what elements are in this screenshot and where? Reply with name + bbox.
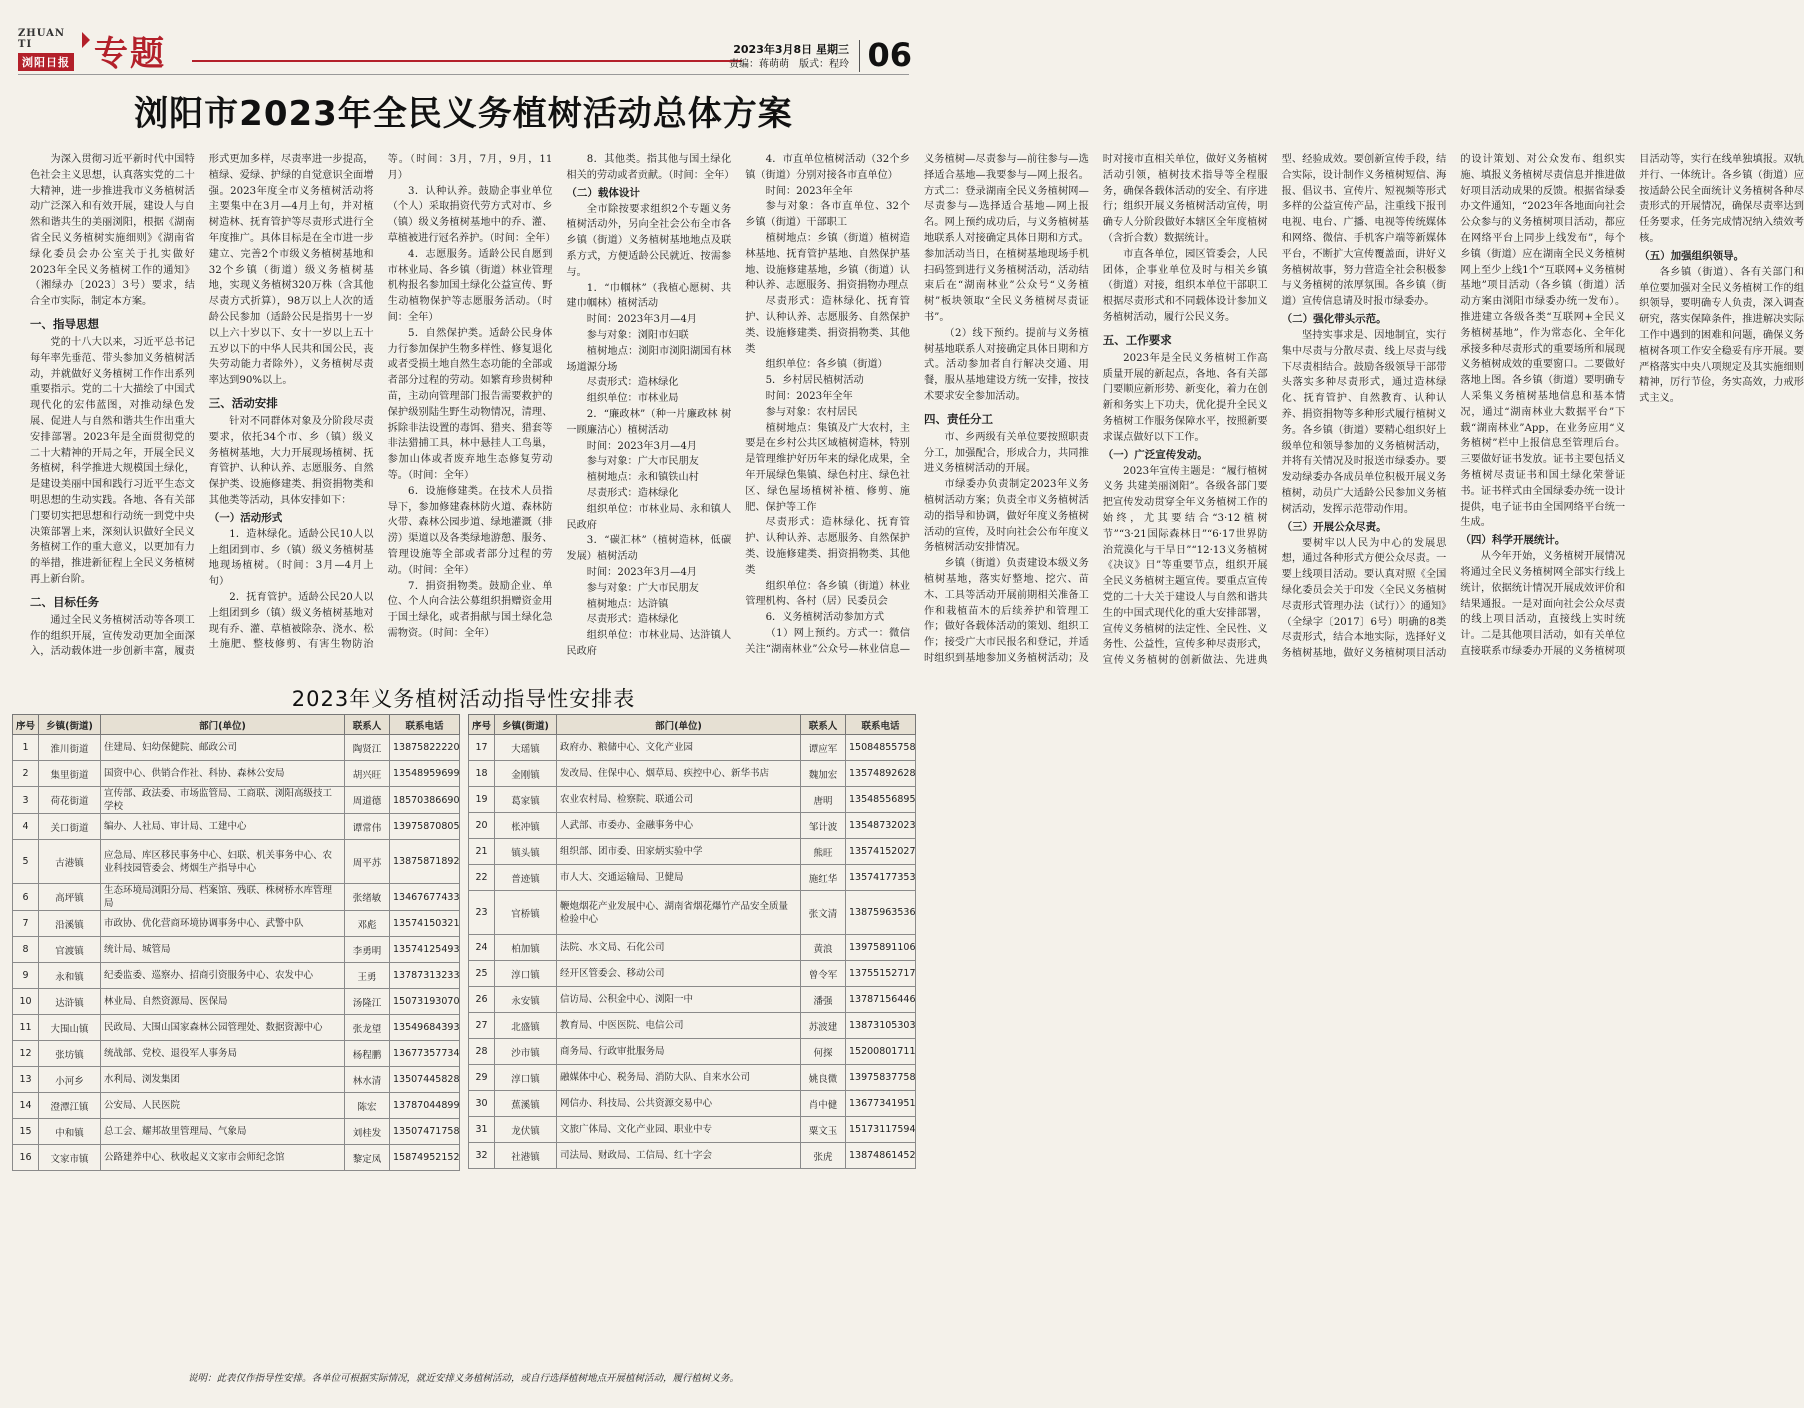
cell-index: 10 [13, 989, 39, 1015]
cell-contact: 周道德 [345, 787, 390, 814]
cell-phone: 13787044899 [390, 1093, 460, 1119]
article-paragraph: 通过全民义务植树活动等各项工作的组织开展，宣传发动更加全面深入，活动载体进一步创新丰富，履责形式更加多样，尽责率进一步提高，植绿、爱绿、护绿的自觉意识全面增强。2023年度全市义务植树活动将主要集中在3月—4月上旬，并对植树造林、抚育管护等尽责形式进行全年度推广。具体目标是在全市进一步建立、完善2个市级义务植树基地和32个乡镇（街道）级义务植树基地，实现义务植树320万株（含其他尽责方式折算），98万以上人次的适龄公民参加（适龄公民是指男十一岁以上六十岁以下、女十一岁以上五十五岁以下的中华人民共和国公民，丧失劳动能力者除外），义务植树尽责率达到90%以上。 [30, 154, 374, 658]
issue-meta [729, 42, 849, 72]
cell-town: 沙市镇 [495, 1039, 557, 1065]
cell-index: 13 [13, 1067, 39, 1093]
cell-contact: 施红华 [801, 865, 846, 891]
page-number: 06 [867, 36, 912, 74]
cell-town: 沿溪镇 [39, 911, 101, 937]
cell-phone: 18570386690 [390, 787, 460, 814]
article-paragraph: 党的十八大以来，习近平总书记每年率先垂范、带头参加义务植树活动，并就做好义务植树工作作出系列重要指示。党的二十大描绘了中国式现代化的宏伟蓝图，对推动绿色发展、促进人与自然和谐共生作出重大安排部署。2023年是全面贯彻党的二十大精神的开局之年，开展全民义务植树，科学推进大规模国土绿化，是建设美丽中国和践行习近平生态文明思想的生动实践。各地、各有关部门要切实把思想和行动统一到党中央决策部署上来，深刻认识做好全民义务植树工作的重大意义，以更加有力的举措，推进新征程上全民义务植树再上新台阶。 [30, 336, 195, 585]
cell-phone: 13875871892 [390, 840, 460, 884]
cell-contact: 汤隆江 [345, 989, 390, 1015]
cell-departments: 网信办、科技局、公共资源交易中心 [557, 1091, 801, 1117]
cell-contact: 何探 [801, 1039, 846, 1065]
cell-index: 6 [13, 884, 39, 911]
article-paragraph: 针对不同群体对象及分阶段尽责要求，依托34个市、乡（镇）级义务植树基地，大力开展现场植树、抚育管护、认种认养、志愿服务、自然保护类、设施修建类、捐资捐物类和其他类等活动，具体安排如下： [208, 415, 374, 506]
cell-phone: 13574150321 [390, 911, 460, 937]
cell-contact: 曾令军 [801, 961, 846, 987]
cell-town: 普迹镇 [495, 865, 557, 891]
table-header-row [469, 715, 916, 735]
table-row [13, 963, 460, 989]
cell-phone: 15173117594 [846, 1117, 916, 1143]
cell-index: 11 [13, 1015, 39, 1041]
cell-phone: 13875822220 [390, 735, 460, 761]
table-row [13, 787, 460, 814]
article-paragraph: 组织单位：市林业局、永和镇人民政府 [566, 503, 732, 531]
cell-contact: 胡兴旺 [345, 761, 390, 787]
article-body [30, 152, 1804, 672]
cell-phone: 13787313233 [390, 963, 460, 989]
cell-town: 集里街道 [39, 761, 101, 787]
section-pinyin: ZHUAN TI [18, 28, 66, 50]
cell-town: 龙伏镇 [495, 1117, 557, 1143]
cell-phone: 13677357734 [390, 1041, 460, 1067]
cell-index: 8 [13, 937, 39, 963]
article-paragraph: 组织单位：各乡镇（街道）林业管理机构、各村（居）民委员会 [745, 580, 910, 608]
article-paragraph: 4．志愿服务。适龄公民自愿到市林业局、各乡镇（街道）林业管理机构报名参加国土绿化公益宣传、野生动植物保护等志愿服务活动。（时间：全年） [387, 248, 553, 323]
cell-departments: 文旅广体局、文化产业园、职业中专 [557, 1117, 801, 1143]
cell-contact: 邹计波 [801, 813, 846, 839]
cell-contact: 刘桂发 [345, 1119, 390, 1145]
cell-departments: 农业农村局、检察院、联通公司 [557, 787, 801, 813]
cell-phone: 15874952152 [390, 1145, 460, 1171]
table-row [13, 911, 460, 937]
table-header-row [13, 715, 460, 735]
cell-departments: 水利局、浏发集团 [101, 1067, 345, 1093]
article-paragraph: 5．自然保护类。适龄公民身体力行参加保护生物多样性、修复退化或者受损土地自然生态功能的全部或者部分过程的劳动。如繁育珍贵树种苗，主动向管理部门报告需要救护的保护级别陆生野生动物情况，清理、拆除非法设置的毒饵、猎夹、猎套等非法猎捕工具，林中悬挂人工鸟巢，参加山体或者废弃地生态修复劳动等。（时间：全年） [387, 327, 553, 481]
table-note: 说明：此表仅作指导性安排。各单位可根据实际情况，就近安排义务植树活动，或自行选择植树地点开展植树活动，履行植树义务。 [187, 1373, 739, 1384]
cell-town: 镇头镇 [495, 839, 557, 865]
article-paragraph: 时间：2023年3月—4月 [586, 314, 697, 326]
newspaper-seal: 浏阳日报 [18, 53, 74, 71]
cell-phone: 13574892628 [846, 761, 916, 787]
article-paragraph: 从今年开始，义务植树开展情况将通过全民义务植树网全部实行线上统计，依据统计情况开展成效评价和结果通报。一是对面向社会公众尽责的线上项目活动，直接线上实时统计。二是其他项目活动，如有关单位直接联系市绿委办开展的义务植树项目活动等，实行在线单独填报。双轨并行、一体统计。各乡镇（街道）应按适龄公民全面统计义务植树各种尽责形式的开展情况，确保尽责率达到任务要求，任务完成情况纳入绩效考核。 [1460, 154, 1804, 657]
article-paragraph: （2）线下预约。提前与义务植树基地联系人对接确定具体日期和方式。活动参加者自行解决交通、用餐，服从基地建设方统一安排，按技术要求安全参加活动。 [923, 327, 1089, 402]
article-paragraph: 市、乡两级有关单位要按照职责分工，加强配合，形成合力，共同推进义务植树活动的开展。 [923, 431, 1089, 475]
article-paragraph: 植树地点：集镇及广大农村，主要是在乡村公共区域植树造林，特别是管理维护好历年来的绿化成果，全年开展绿色集镇、绿色村庄、绿色社区、绿色屋场植树补植、修剪、施肥、保护等工作 [745, 422, 910, 513]
masthead-separator [859, 40, 860, 72]
cell-town: 淮川街道 [39, 735, 101, 761]
cell-town: 官渡镇 [39, 937, 101, 963]
table-row [469, 987, 916, 1013]
cell-index: 17 [469, 735, 495, 761]
cell-town: 枨冲镇 [495, 813, 557, 839]
cell-town: 社港镇 [495, 1143, 557, 1169]
table-row [469, 865, 916, 891]
article-paragraph: 组织单位：市林业局 [586, 393, 679, 405]
cell-town: 官桥镇 [495, 891, 557, 935]
section-heading: 四、责任分工 [923, 411, 993, 426]
article-paragraph: 要树牢以人民为中心的发展思想，通过各种形式方便公众尽责。一要上线项目活动。要认真对照《全国绿化委员会关于印发〈全民义务植树尽责形式管理办法（试行）〉的通知》（全绿字〔2017〕6号）明确的8类尽责形式，结合本地实际，选择好义务植树基地，做好义务植树项目活动的设计策划、对公众发布、组织实施、填报义务植树尽责信息并推进做好项目活动成果的反馈。根据省绿委办文件通知，“2023年各地面向社会公众参与的义务植树项目活动，都应在网络平台上同步上线发布”，每个乡镇（街道）应在湖南全民义务植树网上至少上线1个“互联网+义务植树基地”项目活动（各乡镇（街道）活动方案由浏阳市绿委办统一发布）。推进建立各级各类“互联网+全民义务植树基地”，作为常态化、全年化承接多种尽责形式的重要场所和展现义务植树成效的重要窗口。二要做好落地上图。各乡镇（街道）要明确专人采集义务植树基地信息和基本情况，通过“湖南林业大数据平台”下载“湖南林业”App，在业务应用“义务植树”栏中上报信息至管理后台。三要做好证书发放。证书主要包括义务植树尽责证书和国土绿化荣誉证书。证书样式由全国绿委办统一设计提供，电子证书由全国网络平台统一生成。 [1281, 154, 1626, 660]
article-paragraph: 各乡镇（街道）、各有关部门和单位要加强对全民义务植树工作的组织领导，要明确专人负责，深入调查研究，落实保障条件，推进解决实际工作中遇到的困难和问题，确保义务植树各项工作安全稳妥有序开展。要严格落实中央八项规定及其实施细则精神，厉行节俭，务实高效，力戒形式主义。 [1639, 266, 1804, 405]
cell-departments: 司法局、财政局、工信局、红十字会 [557, 1143, 801, 1169]
subsection-heading: （一）广泛宣传发动。 [1102, 448, 1208, 461]
cell-phone: 15084855758 [846, 735, 916, 761]
cell-phone: 13548732023 [846, 813, 916, 839]
table-row [13, 1067, 460, 1093]
cell-departments: 市政协、优化营商环境协调事务中心、武警中队 [101, 911, 345, 937]
cell-town: 淳口镇 [495, 961, 557, 987]
table-row [13, 735, 460, 761]
table-row [469, 1013, 916, 1039]
col-header-dept: 部门(单位) [101, 715, 345, 735]
article-paragraph: 5．乡村居民植树活动 [765, 375, 864, 387]
cell-departments: 应急局、库区移民事务中心、妇联、机关事务中心、农业科技园管委会、烤烟生产指导中心 [101, 840, 345, 884]
subsection-heading: （三）开展公众尽责。 [1281, 520, 1387, 533]
article-paragraph: 参与对象：各市直单位、32个乡镇（街道）干部职工 [745, 201, 910, 229]
article-paragraph: 全市除按要求组织2个专题义务植树活动外，另向全社会公布全市各乡镇（街道）义务植树基地地点及联系方式，方便适龄公民就近、按需参与。 [566, 203, 732, 278]
flag-icon [82, 32, 90, 48]
cell-town: 葛家镇 [495, 787, 557, 813]
cell-departments: 经开区管委会、移动公司 [557, 961, 801, 987]
article-paragraph: 市直各单位，园区管委会，人民团体，企事业单位及时与相关乡镇（街道）对接，组织本单位干部职工根据尽责形式和不同载体设计参加义务植树活动，履行公民义务。 [1102, 248, 1268, 323]
subsection-heading: （一）活动形式 [208, 511, 283, 524]
cell-contact: 姚良微 [801, 1065, 846, 1091]
cell-town: 金刚镇 [495, 761, 557, 787]
table-row [13, 1093, 460, 1119]
cell-departments: 组织部、团市委、田家炳实验中学 [557, 839, 801, 865]
cell-index: 3 [13, 787, 39, 814]
table-row [469, 761, 916, 787]
cell-contact: 王勇 [345, 963, 390, 989]
cell-departments: 融媒体中心、税务局、消防大队、自来水公司 [557, 1065, 801, 1091]
cell-contact: 杨程鹏 [345, 1041, 390, 1067]
cell-departments: 人武部、市委办、金融事务中心 [557, 813, 801, 839]
cell-contact: 潘强 [801, 987, 846, 1013]
cell-phone: 13975837758 [846, 1065, 916, 1091]
cell-phone: 13875963536 [846, 891, 916, 935]
table-row [13, 761, 460, 787]
table-row [469, 839, 916, 865]
article-paragraph: 6．设施修建类。在技术人员指导下，参加修建森林防火道、森林防火带、森林公园步道、绿地灌溉（排涝）渠道以及各类绿地游憩、服务、管理设施等全部或者部分过程的劳动。（时间：全年） [387, 485, 553, 576]
article-paragraph: 尽责形式：造林绿化 [586, 377, 679, 389]
cell-departments: 公路建养中心、秋收起义文家市会师纪念馆 [101, 1145, 345, 1171]
article-paragraph: 1．“巾帼林”（我植心愿树、共建巾帼林）植树活动 [566, 282, 732, 310]
article-paragraph: （1）网上预约。方式一：微信关注“湖南林业”公众号—林业信息—义务植树—尽责参与—前往参与—选择适合基地—我要参与—网上报名。方式二：登录湖南全民义务植树网—尽责参与—选择适合基地—网上报名。网上预约成功后，与义务植树基地联系人对接确定具体日期和方式。参加活动当日，在植树基地现场手机扫码签到进行义务植树活动，活动结束后在“湖南林业”公众号“义务植树”板块领取“全民义务植树尽责证书”。 [745, 154, 1089, 655]
cell-town: 高坪镇 [39, 884, 101, 911]
article-paragraph: 7．捐资捐物类。鼓励企业、单位、个人向合法公募组织捐赠资金用于国土绿化，或者捐献与国土绿化急需物资。（时间：全年） [387, 580, 553, 639]
cell-index: 15 [13, 1119, 39, 1145]
article-paragraph: 参与对象：农村居民 [765, 406, 858, 418]
page-headline: 浏阳市2023年全民义务植树活动总体方案 [134, 94, 793, 134]
table-row [469, 891, 916, 935]
issue-date: 2023年3月8日 星期三 [733, 43, 849, 56]
col-header-town: 乡镇(街道) [39, 715, 101, 735]
cell-index: 14 [13, 1093, 39, 1119]
article-paragraph: 尽责形式：造林绿化、抚育管护、认种认养、志愿服务、自然保护类、设施修建类、捐资捐物类、其他类 [745, 517, 910, 576]
cell-departments: 公安局、人民医院 [101, 1093, 345, 1119]
col-header-dept: 部门(单位) [557, 715, 801, 735]
table-row [13, 884, 460, 911]
article-paragraph: 8．其他类。指其他与国土绿化相关的劳动或者贡献。（时间：全年） [566, 154, 735, 181]
cell-contact: 陶贤江 [345, 735, 390, 761]
table-row [13, 1041, 460, 1067]
cell-departments: 民政局、大围山国家森林公园管理处、数据资源中心 [101, 1015, 345, 1041]
cell-town: 达浒镇 [39, 989, 101, 1015]
cell-index: 19 [469, 787, 495, 813]
article-paragraph: 6．义务植树活动参加方式 [765, 612, 885, 624]
cell-contact: 陈宏 [345, 1093, 390, 1119]
article-paragraph: 3．“碳汇林”（植树造林，低碳发展）植树活动 [566, 535, 732, 563]
section-heading: 五、工作要求 [1102, 332, 1172, 347]
cell-departments: 商务局、行政审批服务局 [557, 1039, 801, 1065]
schedule-table-left [12, 714, 460, 1171]
cell-departments: 市人大、交通运输局、卫健局 [557, 865, 801, 891]
cell-index: 23 [469, 891, 495, 935]
cell-town: 文家市镇 [39, 1145, 101, 1171]
article-paragraph: 市绿委办负责制定2023年义务植树活动方案；负责全市义务植树活动的指导和协调，做好年度义务植树活动的宣传，及时向社会公布年度义务植树活动安排情况。 [923, 479, 1089, 554]
cell-departments: 政府办、粮储中心、文化产业园 [557, 735, 801, 761]
cell-departments: 纪委监委、巡察办、招商引资服务中心、农发中心 [101, 963, 345, 989]
cell-phone: 15073193070 [390, 989, 460, 1015]
cell-phone: 13574125493 [390, 937, 460, 963]
article-paragraph: 植树地点：达浒镇 [586, 598, 669, 610]
article-paragraph: 参与对象：广大市民朋友 [586, 456, 699, 468]
col-header-phone: 联系电话 [390, 715, 460, 735]
table-row [13, 814, 460, 840]
cell-departments: 教育局、中医医院、电信公司 [557, 1013, 801, 1039]
cell-contact: 魏加宏 [801, 761, 846, 787]
article-paragraph: 时间：2023年全年 [765, 390, 853, 402]
cell-departments: 国资中心、供销合作社、科协、森林公安局 [101, 761, 345, 787]
article-paragraph: 2023年宣传主题是：“履行植树义务 共建美丽浏阳”。各级各部门要把宣传发动贯穿全年义务植树工作的始终，尤其要结合“3·12植树节”“3·21国际森林日”“6·17世界防治荒漠化与干旱日”“12·13义务植树《决议》日”等重要节点，组织开展全民义务植树主题宣传。要重点宣传党的二十大关于建设人与自然和谐共生的中国式现代化的重大安排部署，宣传义务植树的法定性、全民性、义务性、公益性，宣传多种尽责形式，宣传义务植树的创新做法、先进典型、经验成效。要创新宣传手段，结合实际，设计制作义务植树短信、海报、倡议书、宣传片、短视频等形式多样的公益宣传产品，注重线下报刊电视、电台、广播、电视等传统媒体和网络、微信、手机客户端等新媒体平台，不断扩大宣传覆盖面，讲好义务植树故事，努力营造全社会积极参与义务植树的浓厚氛围。各乡镇（街道）宣传信息请及时报市绿委办。 [1102, 154, 1447, 667]
cell-departments: 信访局、公积金中心、浏阳一中 [557, 987, 801, 1013]
cell-contact: 粟文玉 [801, 1117, 846, 1143]
cell-town: 淳口镇 [495, 1065, 557, 1091]
table-row [469, 813, 916, 839]
cell-departments: 编办、人社局、审计局、工建中心 [101, 814, 345, 840]
cell-town: 荷花街道 [39, 787, 101, 814]
table-row [469, 735, 916, 761]
article-paragraph: 参与对象：广大市民朋友 [586, 582, 699, 594]
cell-contact: 谭常伟 [345, 814, 390, 840]
cell-contact: 唐明 [801, 787, 846, 813]
table-row [469, 1039, 916, 1065]
article-paragraph: 坚持实事求是、因地制宜，实行集中尽责与分散尽责、线上尽责与线下尽责相结合。鼓励各级领导干部带头落实多种尽责形式，通过造林绿化、抚育管护、自然教育、认种认养、捐资捐物等多种形式履行植树义务。各乡镇（街道）要精心组织好上级单位和领导参加的义务植树活动，并将有关情况及时报送市绿委办。要发动绿委办各成员单位积极开展义务植树，动员广大适龄公民参加义务植树活动，发挥示范带动作用。 [1281, 329, 1447, 515]
table-row [13, 1015, 460, 1041]
cell-phone: 13975870805 [390, 814, 460, 840]
cell-index: 12 [13, 1041, 39, 1067]
cell-departments: 发改局、住保中心、烟草局、疾控中心、新华书店 [557, 761, 801, 787]
cell-index: 31 [469, 1117, 495, 1143]
subsection-heading: （五）加强组织领导。 [1639, 249, 1745, 262]
subsection-heading: （二）强化带头示范。 [1281, 312, 1387, 325]
table-row [13, 840, 460, 884]
cell-index: 22 [469, 865, 495, 891]
cell-town: 小河乡 [39, 1067, 101, 1093]
table-row [469, 787, 916, 813]
cell-town: 关口街道 [39, 814, 101, 840]
article-paragraph: 时间：2023年3月—4月 [586, 440, 697, 452]
col-header-phone: 联系电话 [846, 715, 916, 735]
cell-index: 1 [13, 735, 39, 761]
cell-town: 大瑶镇 [495, 735, 557, 761]
cell-index: 5 [13, 840, 39, 884]
cell-town: 蕉溪镇 [495, 1091, 557, 1117]
cell-index: 16 [13, 1145, 39, 1171]
cell-index: 21 [469, 839, 495, 865]
cell-index: 26 [469, 987, 495, 1013]
cell-town: 大围山镇 [39, 1015, 101, 1041]
col-header-index: 序号 [469, 715, 495, 735]
schedule-table-right [468, 714, 916, 1169]
cell-index: 32 [469, 1143, 495, 1169]
section-heading: 三、活动安排 [208, 395, 278, 410]
cell-town: 北盛镇 [495, 1013, 557, 1039]
table-row [469, 1117, 916, 1143]
table-row [13, 989, 460, 1015]
cell-town: 古港镇 [39, 840, 101, 884]
table-row [13, 1145, 460, 1171]
cell-contact: 林水清 [345, 1067, 390, 1093]
col-header-contact: 联系人 [801, 715, 846, 735]
cell-departments: 总工会、耀邦故里管理局、气象局 [101, 1119, 345, 1145]
cell-phone: 13549684393 [390, 1015, 460, 1041]
cell-town: 永安镇 [495, 987, 557, 1013]
cell-contact: 谭应军 [801, 735, 846, 761]
article-paragraph: 组织单位：市林业局、达浒镇人民政府 [566, 630, 732, 657]
table-row [469, 961, 916, 987]
cell-departments: 统战部、党校、退役军人事务局 [101, 1041, 345, 1067]
cell-phone: 13574152027 [846, 839, 916, 865]
section-title: 专题 [94, 34, 166, 74]
article-paragraph: 植树地点：浏阳市浏阳湖国有林场道源分场 [566, 345, 732, 373]
col-header-contact: 联系人 [345, 715, 390, 735]
cell-index: 18 [469, 761, 495, 787]
cell-departments: 林业局、自然资源局、医保局 [101, 989, 345, 1015]
masthead-logo [18, 28, 78, 71]
cell-index: 25 [469, 961, 495, 987]
cell-index: 20 [469, 813, 495, 839]
cell-departments: 法院、水文局、石化公司 [557, 935, 801, 961]
cell-contact: 张文清 [801, 891, 846, 935]
article-paragraph: 尽责形式：造林绿化 [586, 487, 679, 499]
cell-index: 30 [469, 1091, 495, 1117]
cell-index: 4 [13, 814, 39, 840]
article-paragraph: 4．市直单位植树活动（32个乡镇（街道）分别对接各市直单位） [745, 154, 910, 181]
cell-index: 9 [13, 963, 39, 989]
article-paragraph: 时间：2023年全年 [765, 185, 853, 197]
table-row [13, 1119, 460, 1145]
cell-town: 柏加镇 [495, 935, 557, 961]
masthead-divider [18, 74, 909, 75]
article-paragraph: 1．造林绿化。适龄公民10人以上组团到市、乡（镇）级义务植树基地现场植树。（时间：3月—4月上旬） [208, 528, 374, 588]
cell-contact: 张虎 [801, 1143, 846, 1169]
cell-contact: 张龙望 [345, 1015, 390, 1041]
cell-contact: 苏波建 [801, 1013, 846, 1039]
table-row [469, 1091, 916, 1117]
cell-phone: 13548959699 [390, 761, 460, 787]
cell-phone: 13975891106 [846, 935, 916, 961]
cell-contact: 黄浪 [801, 935, 846, 961]
cell-phone: 13574177353 [846, 865, 916, 891]
cell-index: 2 [13, 761, 39, 787]
cell-departments: 住建局、妇幼保健院、邮政公司 [101, 735, 345, 761]
subsection-heading: （四）科学开展统计。 [1460, 534, 1566, 547]
table-row [13, 937, 460, 963]
cell-departments: 宣传部、政法委、市场监管局、工商联、浏阳高级技工学校 [101, 787, 345, 814]
table-row [469, 935, 916, 961]
cell-contact: 周平苏 [345, 840, 390, 884]
table-row [469, 1065, 916, 1091]
cell-index: 28 [469, 1039, 495, 1065]
cell-phone: 13874861452 [846, 1143, 916, 1169]
cell-contact: 肖中健 [801, 1091, 846, 1117]
article-paragraph: 植树地点：永和镇铁山村 [586, 472, 699, 484]
article-paragraph: 乡镇（街道）负责建设本级义务植树基地，落实好整地、挖穴、苗木、工具等活动开展前期相关准备工作和栽植苗木的后续养护和管理工作；做好各载体活动的策划、组织工作；接受广大市民报名和登记，并适时组织到基地参加义务植树活动；及时对接市直相关单位，做好义务植树活动引领，植树技术指导等全程服务，确保各载体活动的安全、有序进行；组织开展义务植树活动宣传，明确专人分阶段做好本辖区全年度植树（含折合数）数据统计。 [923, 154, 1268, 664]
cell-phone: 13467677433 [390, 884, 460, 911]
article-paragraph: 植树地点：乡镇（街道）植树造林基地、抚育管护基地、自然保护基地、设施修建基地，乡镇（街道）认种认养、志愿服务、捐资捐物办理点 [745, 232, 910, 292]
cell-town: 张坊镇 [39, 1041, 101, 1067]
cell-phone: 15200801711 [846, 1039, 916, 1065]
cell-phone: 13507445828 [390, 1067, 460, 1093]
cell-contact: 熊旺 [801, 839, 846, 865]
cell-contact: 张绪敏 [345, 884, 390, 911]
cell-contact: 邓彪 [345, 911, 390, 937]
article-paragraph: 尽责形式：造林绿化、抚育管护、认种认养、志愿服务、自然保护类、设施修建类、捐资捐物类、其他类 [745, 296, 910, 355]
article-paragraph: 2．“廉政林”（种一片廉政林 树一顾廉洁心）植树活动 [566, 408, 732, 436]
cell-index: 24 [469, 935, 495, 961]
article-paragraph: 2．抚育管护。适龄公民20人以上组团到乡（镇）级义务植树基地对现有乔、灌、草植被除杂、浇水、松土施肥、整枝修剪、有害生物防治等。（时间：3月，7月，9月，11月） [208, 154, 553, 651]
schedule-tables [12, 714, 915, 1364]
section-heading: 二、目标任务 [30, 594, 99, 609]
cell-phone: 13548556895 [846, 787, 916, 813]
masthead-rule [192, 60, 742, 62]
cell-departments: 统计局、城管局 [101, 937, 345, 963]
article-paragraph: 时间：2023年3月—4月 [586, 566, 697, 578]
article-paragraph: 参与对象：浏阳市妇联 [586, 329, 689, 341]
schedule-table-title: 2023年义务植树活动指导性安排表 [291, 687, 636, 711]
editor-credits: 责编：蒋萌萌 版式：程玲 [729, 59, 849, 70]
cell-departments: 鞭炮烟花产业发展中心、湖南省烟花爆竹产品安全质量检验中心 [557, 891, 801, 935]
cell-phone: 13787156446 [846, 987, 916, 1013]
cell-departments: 生态环境局浏阳分局、档案馆、残联、株树桥水库管理局 [101, 884, 345, 911]
col-header-index: 序号 [13, 715, 39, 735]
cell-index: 29 [469, 1065, 495, 1091]
cell-town: 澄潭江镇 [39, 1093, 101, 1119]
table-row [469, 1143, 916, 1169]
cell-phone: 13677341951 [846, 1091, 916, 1117]
cell-phone: 13755152717 [846, 961, 916, 987]
cell-town: 永和镇 [39, 963, 101, 989]
cell-phone: 13507471758 [390, 1119, 460, 1145]
cell-town: 中和镇 [39, 1119, 101, 1145]
cell-index: 27 [469, 1013, 495, 1039]
article-paragraph: 尽责形式：造林绿化 [586, 614, 679, 626]
cell-index: 7 [13, 911, 39, 937]
subsection-heading: （二）载体设计 [566, 186, 640, 199]
article-paragraph: 组织单位：各乡镇（街道） [765, 359, 888, 371]
cell-phone: 13873105303 [846, 1013, 916, 1039]
article-paragraph: 3．认种认养。鼓励企事业单位（个人）采取捐资代劳方式对市、乡（镇）级义务植树基地中的乔、灌、草植被进行冠名养护。（时间：全年） [387, 185, 556, 244]
col-header-town: 乡镇(街道) [495, 715, 557, 735]
cell-contact: 黎定凤 [345, 1145, 390, 1171]
cell-contact: 李勇明 [345, 937, 390, 963]
section-heading: 一、指导思想 [30, 316, 99, 331]
article-paragraph: 2023年是全民义务植树工作高质量开展的新起点，各地、各有关部门要顺应新形势、新变化，着力在创新和务实上下功夫，优化提升全民义务植树工作服务保障水平，按照新要求谋点做好以下工作。 [1102, 352, 1268, 443]
article-paragraph: 为深入贯彻习近平新时代中国特色社会主义思想，认真落实党的二十大精神，进一步推进我市义务植树活动广泛深入和有效开展，建设人与自然和谐共生的美丽浏阳，根据《湖南省全民义务植树实施细则》《湖南省绿化委员会办公室关于扎实做好2023年全民义务植树工作的通知》（湘绿办〔2023〕3号）要求，结合全市实际，制定本方案。 [30, 154, 195, 308]
masthead [0, 0, 927, 74]
